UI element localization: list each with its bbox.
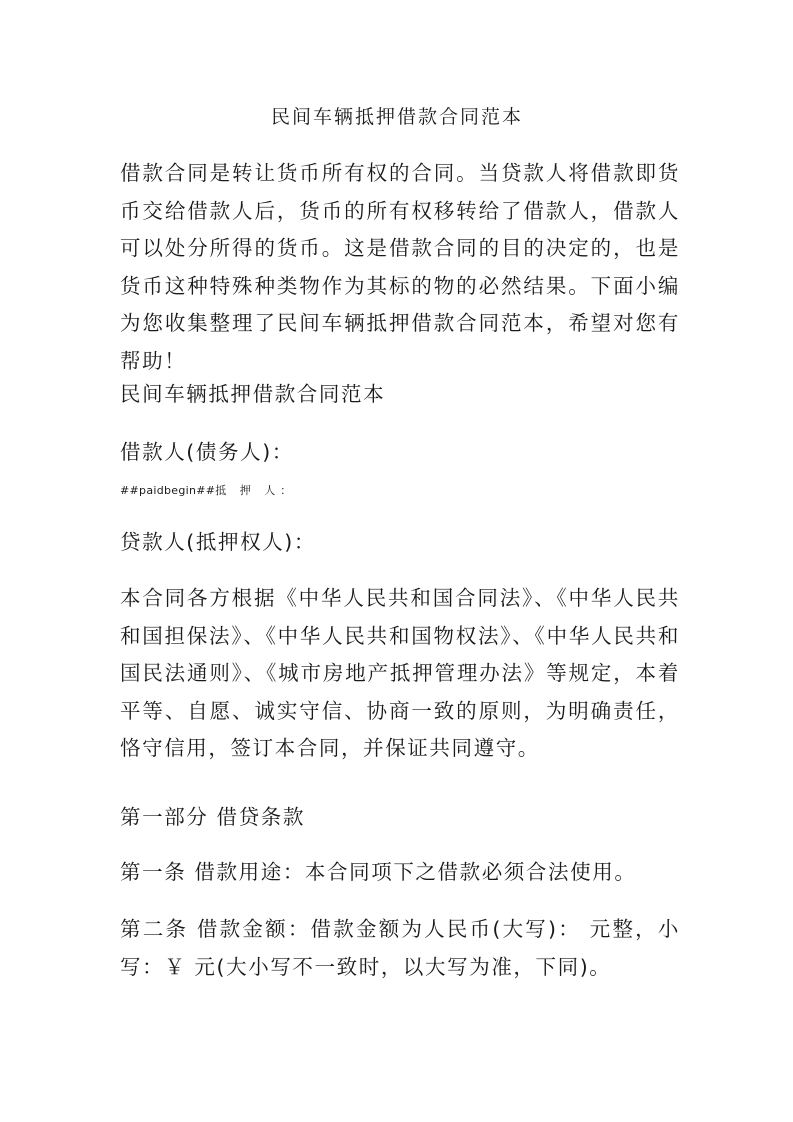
paid-marker: ##paidbegin## <box>120 484 216 497</box>
article-two: 第二条 借款金额：借款金额为人民币(大写)： 元整，小写：￥ 元(大小写不一致时，以大写为准，下同)。 <box>120 917 680 979</box>
mortgagor-label: 抵 押 人： <box>215 484 297 497</box>
document-title: 民间车辆抵押借款合同范本 <box>270 106 523 128</box>
lender-label: 贷款人(抵押权人)： <box>120 530 316 554</box>
article-one: 第一条 借款用途：本合同项下之借款必须合法使用。 <box>120 860 637 884</box>
part-one-heading: 第一部分 借贷条款 <box>120 805 305 829</box>
contract-subtitle: 民间车辆抵押借款合同范本 <box>120 382 386 406</box>
basis-paragraph: 本合同各方根据《中华人民共和国合同法》、《中华人民共和国担保法》、《中华人民共和国物权法》、《中华人民共和国民法通则》、《城市房地产抵押管理办法》等规定，本着平等、自愿、诚实守信、协商一致的原则，为明确责任，恪守信用，签订本合同，并保证共同遵守。 <box>120 586 680 760</box>
intro-paragraph: 借款合同是转让货币所有权的合同。当贷款人将借款即货币交给借款人后，货币的所有权移转给了借款人，借款人可以处分所得的货币。这是借款合同的目的决定的，也是货币这种特殊种类物作为其标的物的必然结果。下面小编为您收集整理了民间车辆抵押借款合同范本，希望对您有帮助！ <box>120 161 680 373</box>
mortgagor-line <box>120 483 296 499</box>
borrower-label: 借款人(债务人)： <box>120 440 294 464</box>
